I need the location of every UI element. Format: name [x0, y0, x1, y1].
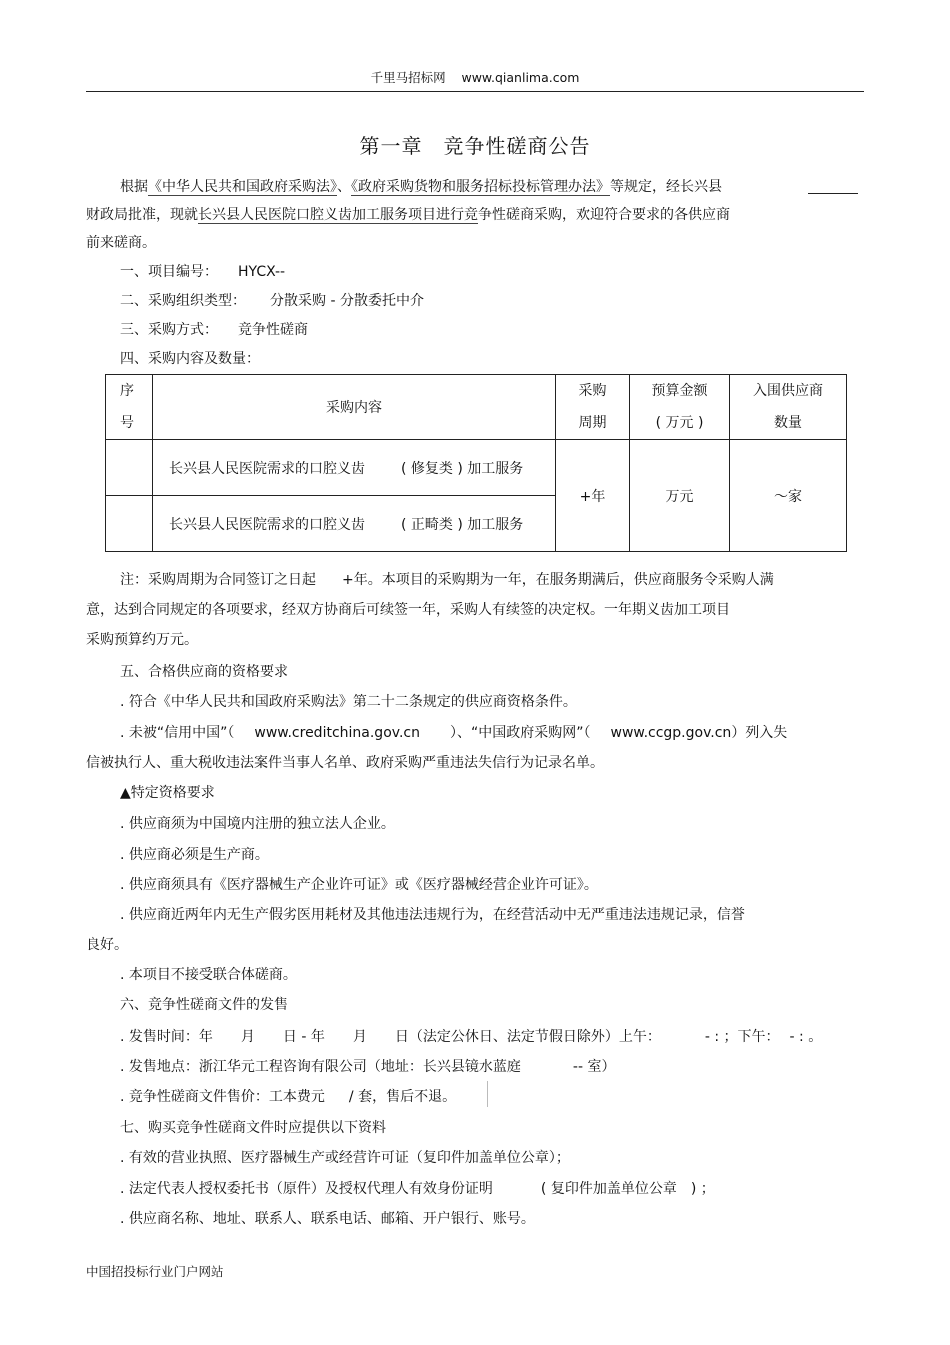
intro-text: 根据 — [120, 179, 148, 195]
sale-place-text: . 发售地点：浙江华元工程咨询有限公司（地址：长兴县镜水蓝庭 — [120, 1059, 521, 1075]
section5-heading: 五、合格供应商的资格要求 — [120, 664, 288, 680]
sale-time-text: - : 。 — [789, 1029, 823, 1045]
header-site-name: 千里马招标网 — [370, 70, 446, 85]
qualification-text: ）列入失 — [731, 725, 788, 741]
org-type-row — [120, 291, 424, 311]
qualification-text: ）、“中国政府采购网”（ — [449, 725, 591, 741]
qualification-text: . 未被“信用中国”（ — [120, 725, 235, 741]
row-seq — [106, 440, 153, 496]
note-text: +年。本项目的采购期为一年，在服务期满后，供应商服务令采购人满 — [342, 572, 774, 588]
special-item: . 供应商近两年内无生产假劣医用耗材及其他违法违规行为，在经营活动中无严重违法违规记录，信誉 — [120, 907, 745, 923]
cell-budget: 万元 — [630, 440, 730, 552]
special-item: . 供应商须具有《医疗器械生产企业许可证》或《医疗器械经营企业许可证》。 — [120, 877, 598, 893]
creditchina-link[interactable]: www.creditchina.gov.cn — [254, 725, 420, 741]
ccgp-link[interactable]: www.ccgp.gov.cn — [610, 725, 732, 741]
header-divider — [86, 91, 864, 92]
document-text: . 法定代表人授权委托书（原件）及授权代理人有效身份证明 — [120, 1181, 493, 1197]
section7-heading: 七、购买竞争性磋商文件时应提供以下资料 — [120, 1120, 386, 1136]
org-type-value: 分散采购 - 分散委托中介 — [270, 293, 424, 309]
table-row — [106, 440, 847, 496]
cell-period: +年 — [556, 440, 630, 552]
sale-time — [120, 1027, 822, 1047]
content-label: 四、采购内容及数量： — [120, 351, 260, 367]
row-content: 长兴县人民医院需求的口腔义齿 ( 正畸类 ) 加工服务 — [153, 496, 556, 552]
sale-time-text: . 发售时间：年 月 日 - 年 月 日（法定公休日、法定节假日除外）上午： — [120, 1029, 661, 1045]
intro-text: 争性磋商采购，欢迎符合要求的各供应商 — [478, 207, 730, 223]
method-label: 三、采购方式： — [120, 322, 218, 338]
intro-line-2 — [86, 205, 730, 225]
note-text: 注：采购周期为合同签订之日起 — [120, 572, 316, 588]
intro-line-1 — [120, 177, 722, 197]
sale-price-text: / 套，售后不退。 — [348, 1089, 457, 1105]
page-header — [0, 68, 950, 86]
qualification-item: . 符合《中华人民共和国政府采购法》第二十二条规定的供应商资格条件。 — [120, 694, 577, 710]
special-item: . 供应商须为中国境内注册的独立法人企业。 — [120, 816, 395, 832]
project-number-value: HYCX-- — [238, 264, 286, 280]
method-row — [120, 320, 308, 340]
sale-place — [120, 1057, 615, 1077]
header-suppliers: 入围供应商 数量 — [730, 375, 847, 440]
blank-underline — [808, 193, 858, 194]
cell-suppliers: ～家 — [730, 440, 847, 552]
row-content: 长兴县人民医院需求的口腔义齿 ( 修复类 ) 加工服务 — [153, 440, 556, 496]
intro-project-name: 长兴县人民医院口腔义齿加工服务项目进行竞 — [198, 207, 478, 223]
note-line-3: 采购预算约万元。 — [86, 632, 198, 648]
note-line-2: 意，达到合同规定的各项要求，经双方协商后可续签一年，采购人有续签的决定权。一年期义齿加工项目 — [86, 602, 730, 618]
qualification-item — [120, 723, 787, 743]
table-header-row — [106, 375, 847, 440]
intro-line-3: 前来磋商。 — [86, 235, 156, 251]
special-qualification-heading: ▲特定资格要求 — [120, 785, 215, 801]
org-type-label: 二、采购组织类型： — [120, 293, 246, 309]
header-url[interactable]: www.qianlima.com — [461, 70, 580, 85]
header-period: 采购 周期 — [556, 375, 630, 440]
document-item: . 供应商名称、地址、联系人、联系电话、邮箱、开户银行、账号。 — [120, 1211, 535, 1227]
procurement-table — [105, 374, 847, 552]
intro-text: 、 — [337, 179, 351, 195]
header-content: 采购内容 — [153, 375, 556, 440]
sale-place-text: -- 室） — [572, 1059, 616, 1075]
row-seq — [106, 496, 153, 552]
section6-heading: 六、竞争性磋商文件的发售 — [120, 997, 288, 1013]
qualification-item-cont: 信被执行人、重大税收违法案件当事人名单、政府采购严重违法失信行为记录名单。 — [86, 755, 604, 771]
sale-price — [120, 1087, 456, 1107]
special-item: . 本项目不接受联合体磋商。 — [120, 967, 297, 983]
method-value: 竞争性磋商 — [238, 322, 308, 338]
project-number-label: 一、项目编号： — [120, 264, 218, 280]
special-item-cont: 良好。 — [86, 937, 128, 953]
page-footer: 中国招投标行业门户网站 — [86, 1264, 224, 1279]
intro-text: 财政局批准，现就 — [86, 207, 198, 223]
note-line-1 — [120, 570, 774, 590]
intro-text: 等规定，经长兴县 — [610, 179, 722, 195]
sale-price-text: . 竞争性磋商文件售价：工本费元 — [120, 1089, 325, 1105]
text-cursor-mark — [487, 1081, 488, 1107]
document-item — [120, 1179, 715, 1199]
chapter-title: 第一章 竞争性磋商公告 — [359, 134, 591, 158]
intro-law-2: 《政府采购货物和服务招标投标管理办法》 — [351, 179, 610, 195]
sale-time-text: - : ；下午： — [704, 1029, 780, 1045]
document-item: . 有效的营业执照、医疗器械生产或经营许可证（复印件加盖单位公章）； — [120, 1150, 570, 1166]
header-budget: 预算金额 ( 万元 ) — [630, 375, 730, 440]
project-number-row — [120, 262, 285, 282]
special-item: . 供应商必须是生产商。 — [120, 847, 269, 863]
header-seq: 序 号 — [106, 375, 153, 440]
intro-law-1: 《中华人民共和国政府采购法》 — [148, 179, 337, 195]
document-text: ( 复印件加盖单位公章 ) ； — [540, 1181, 715, 1197]
